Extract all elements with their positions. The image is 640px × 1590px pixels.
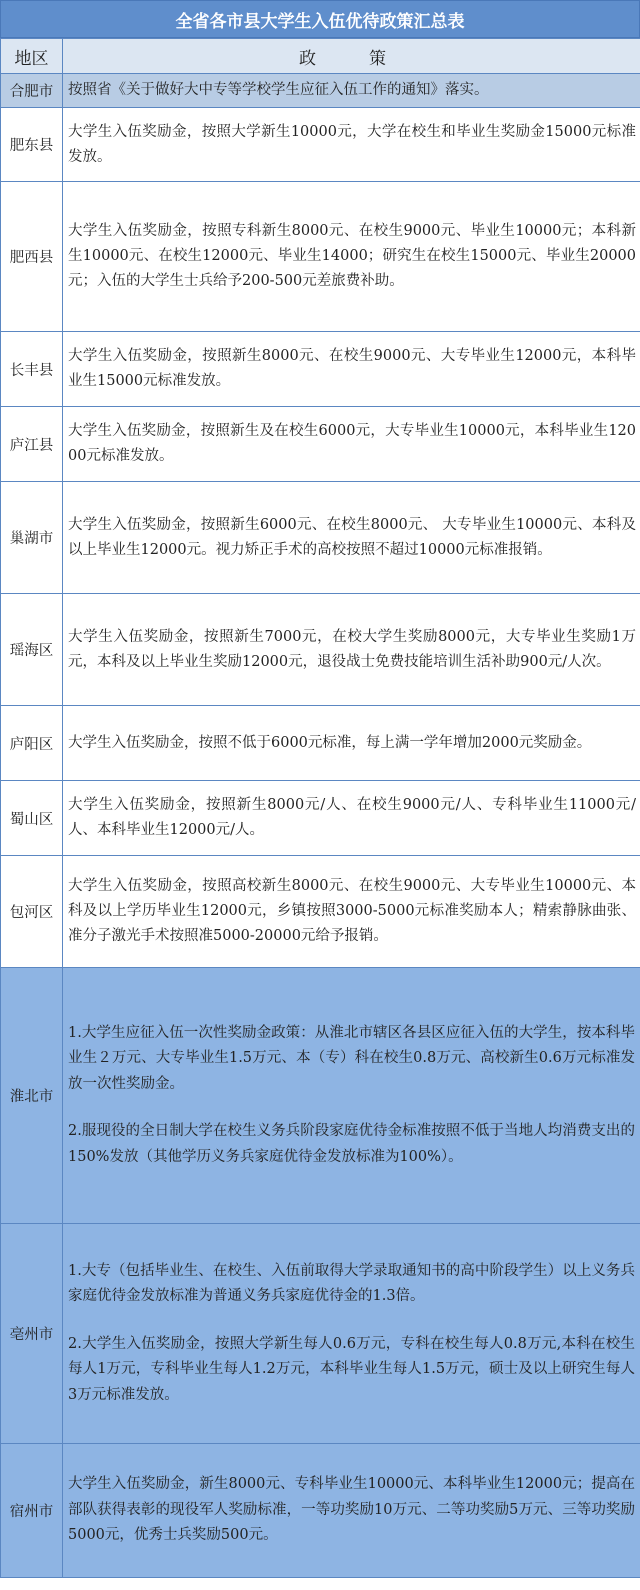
region-cell: 合肥市: [1, 74, 63, 108]
region-cell: 庐阳区: [1, 706, 63, 781]
policy-paragraph: 大学生入伍奖励金，按照新生及在校生6000元，大专毕业生10000元，本科毕业生12000元标准发放。: [68, 423, 636, 464]
region-cell: 亳州市: [1, 1224, 63, 1444]
policy-paragraph: 2.大学生入伍奖励金，按照大学新生每人0.6万元，专科在校生每人0.8万元,本科在校生每人1万元，专科毕业生每人1.2万元，本科毕业生每人1.5万元，硕士及以上研究生每人3万元标准发放。: [68, 1335, 635, 1403]
policy-paragraph: 1.大学生应征入伍一次性奖励金政策：从淮北市辖区各县区应征入伍的大学生，按本科毕业生２万元、大专毕业生1.5万元、本（专）科在校生0.8万元、高校新生0.6万元标准发放一次性奖励金。: [68, 1024, 635, 1092]
policy-paragraph: 大学生入伍奖励金，按照不低于6000元标准，每上满一学年增加2000元奖励金。: [68, 734, 592, 751]
policy-cell: [63, 74, 640, 108]
policy-cell: [63, 856, 640, 968]
region-cell: 肥西县: [1, 182, 63, 332]
table-row: [1, 706, 640, 781]
policy-paragraph: 按照省《关于做好大中专等学校学生应征入伍工作的通知》落实。: [68, 82, 489, 98]
region-cell: 包河区: [1, 856, 63, 968]
region-cell: 肥东县: [1, 108, 63, 182]
policy-cell: [63, 407, 640, 482]
table-row: [1, 1444, 640, 1578]
region-column-header: 地区: [1, 39, 63, 74]
policy-cell: [63, 594, 640, 706]
table-row: [1, 781, 640, 856]
policy-paragraph: 大学生入伍奖励金，按照新生8000元/人、在校生9000元/人、专科毕业生11000元/人、本科毕业生12000元/人。: [68, 797, 636, 838]
policy-cell: [63, 1444, 640, 1578]
policy-cell: [63, 108, 640, 182]
table-title: 全省各市县大学生入伍优待政策汇总表: [0, 0, 640, 38]
region-cell: 蜀山区: [1, 781, 63, 856]
policy-paragraph: 大学生入伍奖励金，新生8000元、专科毕业生10000元、本科毕业生12000元；提高在部队获得表彰的现役军人奖励标准，一等功奖励10万元、二等功奖励5万元、三等功奖励5000元，优秀士兵奖励500元。: [68, 1476, 635, 1544]
policy-cell: [63, 1224, 640, 1444]
table-header-row: [1, 39, 640, 74]
table-row: [1, 108, 640, 182]
table-row: [1, 1224, 640, 1444]
table-row: [1, 482, 640, 594]
policy-cell: [63, 332, 640, 407]
table-row: [1, 332, 640, 407]
policy-paragraph: 大学生入伍奖励金，按照新生7000元，在校大学生奖励8000元，大专毕业生奖励1万元，本科及以上毕业生奖励12000元，退役战士免费技能培训生活补助900元/人次。: [68, 628, 636, 670]
policy-cell: [63, 706, 640, 781]
table-row: [1, 856, 640, 968]
region-cell: 淮北市: [1, 968, 63, 1224]
policy-paragraph: 2.服现役的全日制大学在校生义务兵阶段家庭优待金标准按照不低于当地人均消费支出的150%发放（其他学历义务兵家庭优待金发放标准为100%）。: [68, 1123, 635, 1165]
policy-table: [0, 38, 640, 1578]
policy-paragraph: 1.大专（包括毕业生、在校生、入伍前取得大学录取通知书的高中阶段学生）以上义务兵家庭优待金发放标准为普通义务兵家庭优待金的1.3倍。: [68, 1262, 635, 1305]
table-row: [1, 407, 640, 482]
region-cell: 巢湖市: [1, 482, 63, 594]
policy-cell: [63, 482, 640, 594]
policy-paragraph: 大学生入伍奖励金，按照新生8000元、在校生9000元、大专毕业生12000元，本科毕业生15000元标准发放。: [68, 348, 636, 389]
table-row: [1, 594, 640, 706]
region-cell: 瑶海区: [1, 594, 63, 706]
policy-cell: [63, 968, 640, 1224]
policy-cell: [63, 781, 640, 856]
policy-paragraph: 大学生入伍奖励金，按照大学新生10000元，大学在校生和毕业生奖励金15000元标准发放。: [68, 123, 636, 165]
table-row: [1, 968, 640, 1224]
policy-column-header: 政 策: [63, 39, 640, 74]
region-cell: 长丰县: [1, 332, 63, 407]
region-cell: 宿州市: [1, 1444, 63, 1578]
policy-paragraph: 大学生入伍奖励金，按照高校新生8000元、在校生9000元、大专毕业生10000元、本科及以上学历毕业生12000元，乡镇按照3000-5000元标准奖励本人；精索静脉曲张、准分子激光手术按照准5000-20000元给予报销。: [68, 878, 636, 944]
policy-paragraph: 大学生入伍奖励金，按照专科新生8000元、在校生9000元、毕业生10000元；本科新生10000元、在校生12000元、毕业生14000；研究生在校生15000元、毕业生20000元；入伍的大学生士兵给予200-500元差旅费补助。: [68, 223, 636, 289]
table-row: [1, 182, 640, 332]
policy-cell: [63, 182, 640, 332]
region-cell: 庐江县: [1, 407, 63, 482]
policy-paragraph: 大学生入伍奖励金，按照新生6000元、在校生8000元、 大专毕业生10000元、本科及以上毕业生12000元。视力矫正手术的高校按照不超过10000元标准报销。: [68, 516, 636, 558]
table-row: [1, 74, 640, 108]
